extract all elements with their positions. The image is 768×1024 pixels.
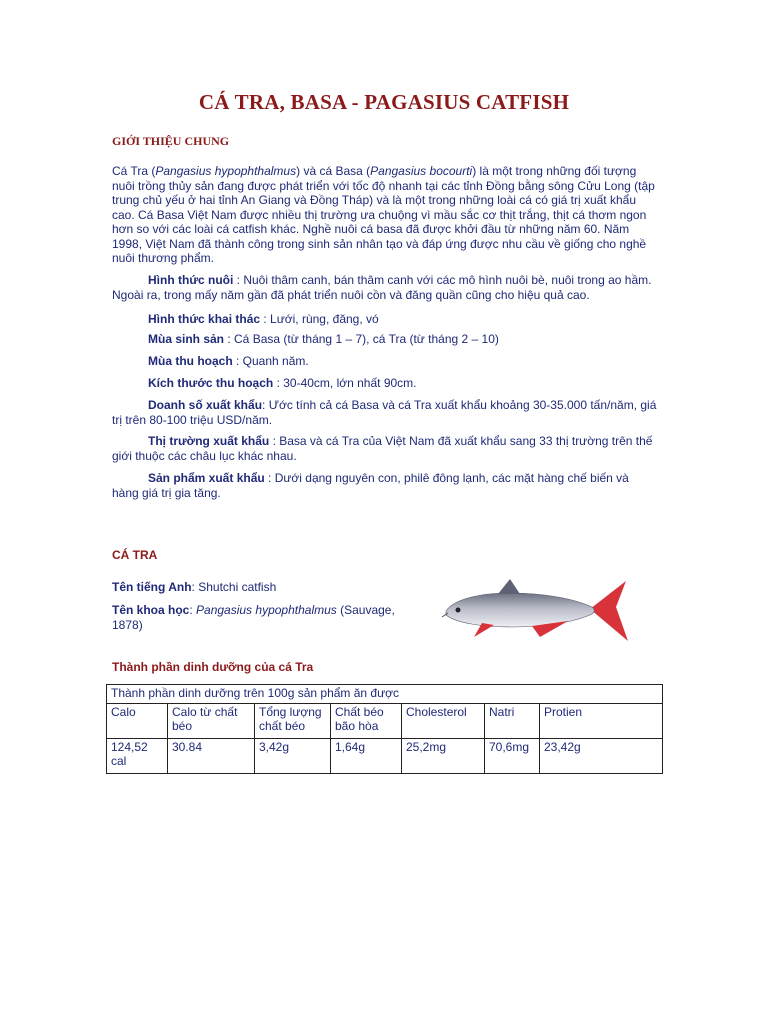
scientific-name [112, 603, 427, 632]
english-name-value: : Shutchi catfish [191, 580, 277, 594]
catfish-illustration [440, 575, 630, 645]
value-calo-from-fat: 30.84 [168, 739, 255, 774]
field-label: Doanh số xuất khẩu [148, 398, 263, 412]
scientific-name-value: Pangasius hypophthalmus [196, 603, 337, 617]
field-label: Mùa sinh sản [148, 332, 225, 346]
field-harvest-size [112, 376, 657, 391]
field-label: Sản phẩm xuất khẩu [148, 471, 265, 485]
header-calo: Calo [107, 704, 168, 739]
scientific-name-author: (Sauvage, 1878) [112, 603, 395, 632]
table-header-row [107, 704, 663, 739]
fish-body [446, 593, 594, 627]
field-label: Hình thức nuôi [148, 273, 234, 287]
intro-sci-name-tra: Pangasius hypophthalmus [155, 164, 297, 178]
field-value: : Cá Basa (từ tháng 1 – 7), cá Tra (từ tháng 2 – 10) [224, 332, 499, 346]
field-value: : Dưới dạng nguyên con, philê đông lạnh, các mặt hàng chế biến và hàng giá trị gia tăng. [112, 471, 629, 500]
value-calo: 124,52 cal [107, 739, 168, 774]
field-label: Kích thước thu hoạch [148, 376, 274, 390]
header-protein: Protien [540, 704, 663, 739]
value-cholesterol: 25,2mg [402, 739, 485, 774]
header-sodium: Natri [485, 704, 540, 739]
scientific-name-label: Tên khoa học [112, 603, 190, 617]
intro-text-3: ) là một trong những đối tượng nuôi trồng thủy sản đang được phát triển với tốc độ nhanh tại các tỉnh Đồng bằng sông Cửu Long (tập trung chủ yếu ở hai tỉnh An Giang và Đồng Tháp) và là một trong những loài cá có giá trị xuất khẩu cao. Cá Basa Việt Nam được nhiều thị trường ưa chuộng vì mầu sắc cơ thịt trắng, thịt cá thơm ngon hơn so với các loài cá catfish khác. Nghề nuôi cá basa đã được khởi đầu từ những năm 60. Năm 1998, Việt Nam đã thành công trong sinh sản nhân tạo và đáp ứng được nhu cầu về giống cho nghề nuôi thương phẩm. [112, 164, 655, 265]
field-farming-method [112, 273, 657, 302]
field-label: Mùa thu hoạch [148, 354, 233, 368]
field-export-volume [112, 398, 657, 427]
table-row [107, 739, 663, 774]
catra-heading: CÁ TRA [112, 548, 158, 562]
table-caption-row [107, 685, 663, 704]
field-value: : Nuôi thâm canh, bán thâm canh với các mô hình nuôi bè, nuôi trong ao hầm. Ngoài ra, trong mấy năm gần đã phát triển nuôi cồn và đăng quần cũng cho hiệu quả cao. [112, 273, 652, 302]
header-cholesterol: Cholesterol [402, 704, 485, 739]
field-harvest-method [112, 312, 657, 327]
field-value: : Lưới, rùng, đăng, vó [260, 312, 379, 326]
table-caption: Thành phần dinh dưỡng trên 100g sản phẩm ăn được [107, 685, 663, 704]
field-export-products [112, 471, 657, 500]
field-spawning-season [112, 332, 657, 347]
tail-fin [590, 581, 628, 641]
field-value: : Ước tính cả cá Basa và cá Tra xuất khẩu khoảng 30-35.000 tấn/năm, giá trị trên 80-100 triệu USD/năm. [112, 398, 657, 427]
nutrition-heading: Thành phần dinh dưỡng của cá Tra [112, 660, 314, 674]
intro-heading: GIỚI THIỆU CHUNG [112, 134, 230, 148]
value-saturated-fat: 1,64g [331, 739, 402, 774]
dorsal-fin [498, 579, 520, 594]
nutrition-table [106, 684, 663, 774]
header-saturated-fat: Chất béo bão hòa [331, 704, 402, 739]
english-name-label: Tên tiếng Anh [112, 580, 192, 594]
scientific-name-sep: : [189, 603, 197, 617]
header-calo-from-fat: Calo từ chất béo [168, 704, 255, 739]
fish-eye [456, 608, 461, 613]
value-total-fat: 3,42g [255, 739, 331, 774]
field-value: : Basa và cá Tra của Việt Nam đã xuất khẩu sang 33 thị trường trên thế giới thuộc các châu lục khác nhau. [112, 434, 653, 463]
intro-text-1: Cá Tra ( [112, 164, 156, 178]
field-harvest-season [112, 354, 657, 369]
intro-text-2: ) và cá Basa ( [296, 164, 371, 178]
field-label: Hình thức khai thác [148, 312, 261, 326]
field-export-market [112, 434, 657, 463]
field-value: : 30-40cm, lớn nhất 90cm. [273, 376, 417, 390]
header-total-fat: Tổng lượng chất béo [255, 704, 331, 739]
intro-paragraph [112, 164, 657, 266]
value-sodium: 70,6mg [485, 739, 540, 774]
field-value: : Quanh năm. [232, 354, 309, 368]
field-label: Thị trường xuất khẩu [148, 434, 270, 448]
page-title: CÁ TRA, BASA - PAGASIUS CATFISH [198, 90, 570, 114]
value-protein: 23,42g [540, 739, 663, 774]
intro-sci-name-basa: Pangasius bocourti [370, 164, 473, 178]
